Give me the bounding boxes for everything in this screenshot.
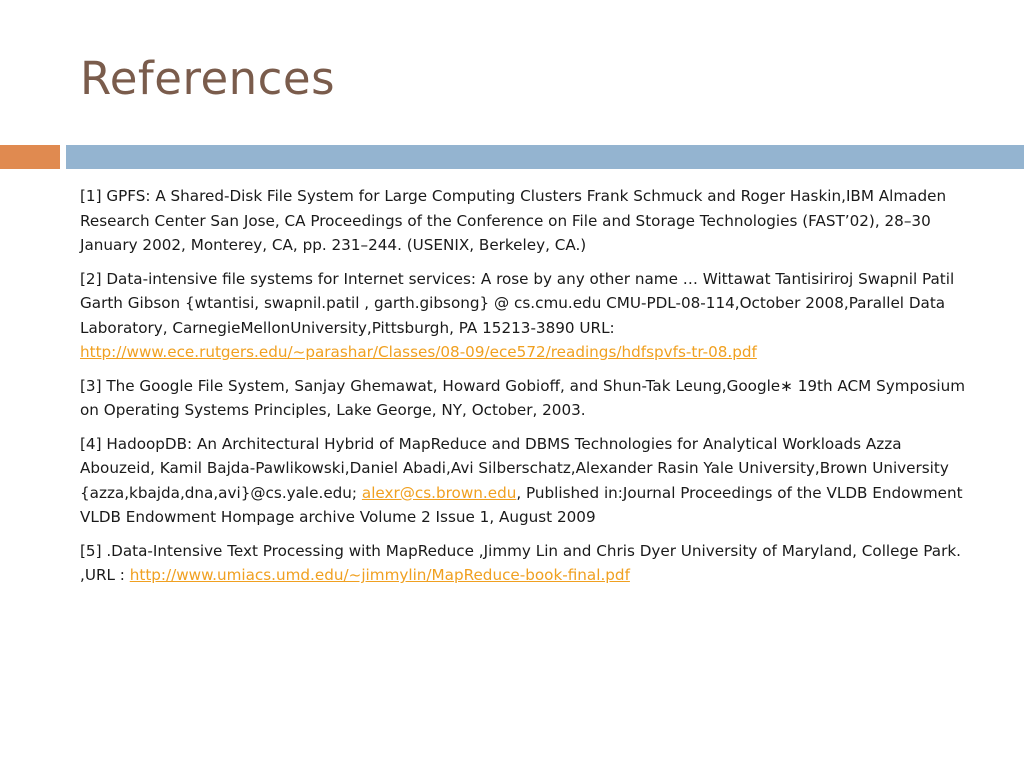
reference-email-link[interactable]: alexr@cs.brown.edu — [361, 483, 517, 502]
reference-link[interactable]: http://www.umiacs.umd.edu/~jimmylin/MapReduce-book-final.pdf — [129, 566, 630, 584]
reference-item-5 — [80, 539, 980, 588]
reference-text: [3] The Google File System, Sanjay Ghemawat, Howard Gobioff, and Shun-Tak Leung,Google∗ 19th ACM Symposium on Operating Systems Principles, Lake George, NY, October, 2003. — [80, 376, 966, 419]
reference-text: [4] HadoopDB: An Architectural Hybrid of MapReduce and DBMS Technologies for Analytical Workloads Azza Abouzeid, Kamil Bajda-Pawlikowski,Daniel Abadi,Avi Silberschatz,Alexander Rasin Yale University,Brown University {azza,kbajda,dna,avi}@cs.yale.edu; — [80, 434, 949, 502]
reference-link[interactable]: http://www.ece.rutgers.edu/~parashar/Classes/08-09/ece572/readings/hdfspvfs-tr-08.pdf — [80, 343, 757, 361]
reference-text-after: , Published in:Journal Proceedings of the VLDB Endowment VLDB Endowment Hompage archive Volume 2 Issue 1, August 2009 — [80, 483, 963, 526]
reference-item-1 — [80, 184, 980, 258]
reference-item-2 — [80, 267, 980, 365]
reference-text: [5] .Data-Intensive Text Processing with MapReduce ,Jimmy Lin and Chris Dyer University of Maryland, College Park. ,URL : — [80, 541, 961, 584]
accent-bar-right — [66, 145, 1024, 169]
reference-item-4 — [80, 432, 980, 530]
accent-bar-left — [0, 145, 60, 169]
reference-text: [1] GPFS: A Shared-Disk File System for Large Computing Clusters Frank Schmuck and Roger Haskin,IBM Almaden Research Center San Jose, CA Proceedings of the Conference on File and Storage Technologies (FAST’02), 28–30 January 2002, Monterey, CA, pp. 231–244. (USENIX, Berkeley, CA.) — [80, 187, 947, 254]
slide-title: References — [80, 52, 336, 105]
reference-text: [2] Data-intensive file systems for Internet services: A rose by any other name … Wittawat Tantisiriroj Swapnil Patil Garth Gibson {wtantisi, swapnil.patil , garth.gibsong} @ cs.cmu.edu CMU-PDL-08-114,October 2008,Parallel Data Laboratory, CarnegieMellonUniversity,Pittsburgh, PA 15213-3890 URL: — [80, 269, 955, 337]
references-list — [80, 184, 980, 597]
reference-item-3 — [80, 374, 980, 423]
